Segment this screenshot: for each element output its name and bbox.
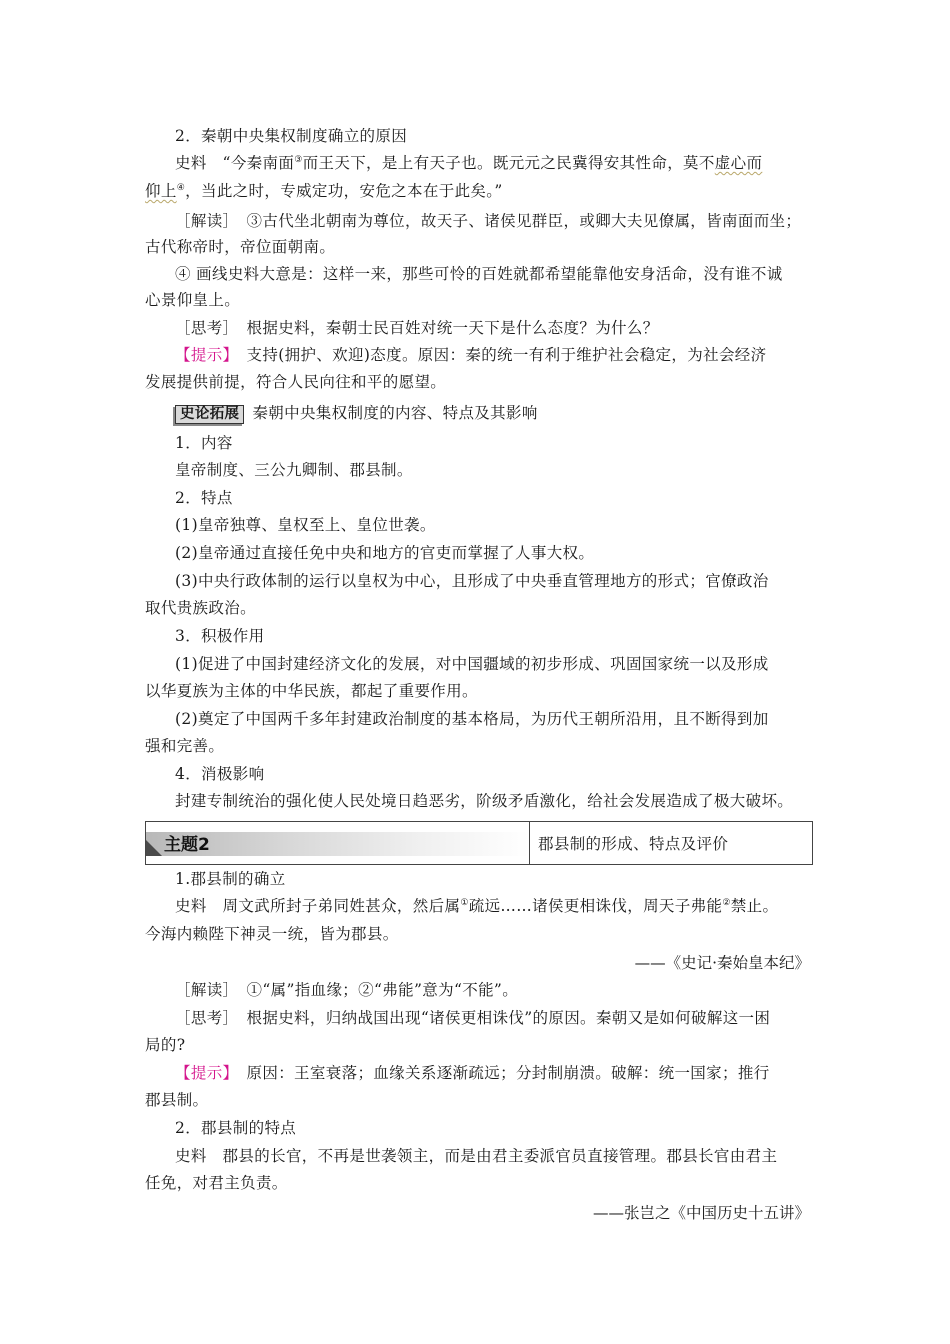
negative-effect: 封建专制统治的强化使人民处境日趋恶劣，阶级矛盾激化，给社会发展造成了极大破坏。: [175, 792, 794, 810]
extension-badge: 史论拓展: [175, 405, 244, 424]
hint-tag: 【提示】: [175, 1064, 231, 1082]
corner-triangle-icon: [146, 840, 162, 856]
citation: ——张岂之《中国历史十五讲》: [592, 1204, 810, 1222]
subheading: 1．内容: [175, 434, 233, 452]
feature-item: (1)皇帝独尊、皇权至上、皇位世袭。: [175, 516, 436, 534]
effect-item: 强和完善。: [145, 737, 225, 755]
hint-line: 发展提供前提，符合人民向往和平的愿望。: [145, 373, 447, 391]
content-text: 皇帝制度、三公九卿制、郡县制。: [175, 461, 413, 479]
interpretation-line: ［解读］ ①“属”指血缘；②“弗能”意为“不能”。: [175, 981, 519, 999]
source-quote-line-2: 仰上④，当此之时，专威定功，安危之本在于此矣。”: [145, 182, 503, 200]
feature-item: 取代贵族政治。: [145, 599, 256, 617]
hint-line: 郡县制。: [145, 1091, 209, 1109]
interpretation-line: ④ 画线史料大意是：这样一来，那些可怜的百姓就都希望能靠他安身活命，没有谁不诚: [175, 265, 783, 283]
citation: ——《史记·秦始皇本纪》: [634, 954, 810, 972]
source-quote-line-1: 史料 郡县的长官，不再是世袭领主，而是由君主委派官员直接管理。郡县长官由君主: [175, 1147, 778, 1165]
hint-line: 【提示】 原因：王室衰落；血缘关系逐渐疏远；分封制崩溃。破解：统一国家；推行: [175, 1064, 770, 1082]
section-heading: 2．秦朝中央集权制度确立的原因: [175, 127, 408, 145]
topic-title: 郡县制的形成、特点及评价: [538, 835, 729, 853]
extension-heading: 史论拓展 秦朝中央集权制度的内容、特点及其影响: [175, 403, 538, 424]
source-quote-line-2: 今海内赖陛下神灵一统，皆为郡县。: [145, 925, 399, 943]
topic-label-cell: [146, 822, 530, 864]
feature-item: (2)皇帝通过直接任免中央和地方的官吏而掌握了人事大权。: [175, 544, 595, 562]
subheading: 3．积极作用: [175, 627, 265, 645]
subheading: 4．消极影响: [175, 765, 265, 783]
source-quote-line-2: 任免，对君主负责。: [145, 1174, 288, 1192]
interpretation-line: ［解读］ ③古代坐北朝南为尊位，故天子、诸侯见群臣，或卿大夫见僚属，皆南面而坐；: [175, 212, 802, 230]
feature-item: (3)中央行政体制的运行以皇权为中心，且形成了中央垂直管理地方的形式；官僚政治: [175, 572, 769, 590]
subheading: 2．特点: [175, 489, 233, 507]
interpretation-line: 古代称帝时，帝位面朝南。: [145, 238, 336, 256]
think-question: ［思考］ 根据史料，归纳战国出现“诸侯更相诛伐”的原因。秦朝又是如何破解这一困: [175, 1009, 771, 1027]
topic-box: [145, 821, 813, 865]
source-quote-line-1: 史料 周文武所封子弟同姓甚众，然后属①疏远……诸侯更相诛伐，周天子弗能②禁止。: [175, 897, 779, 915]
think-question: 局的?: [145, 1036, 186, 1054]
effect-item: (2)奠定了中国两千多年封建政治制度的基本格局，为历代王朝所沿用，且不断得到加: [175, 710, 769, 728]
think-question: ［思考］ 根据史料，秦朝士民百姓对统一天下是什么态度？为什么？: [175, 319, 659, 337]
effect-item: (1)促进了中国封建经济文化的发展，对中国疆域的初步形成、巩固国家统一以及形成: [175, 655, 769, 673]
hint-tag: 【提示】: [175, 346, 231, 364]
topic-label: 主题2: [164, 835, 210, 855]
effect-item: 以华夏族为主体的中华民族，都起了重要作用。: [145, 682, 478, 700]
section-heading: 2．郡县制的特点: [175, 1119, 297, 1137]
section-heading: 1.郡县制的确立: [175, 870, 286, 888]
source-quote-line-1: 史料 “今秦南面③而王天下，是上有天子也。既元元之民冀得安其性命，莫不虚心而: [175, 154, 763, 172]
interpretation-line: 心景仰皇上。: [145, 291, 241, 309]
hint-line: 【提示】 支持(拥护、欢迎)态度。原因：秦的统一有利于维护社会稳定，为社会经济: [175, 346, 767, 364]
